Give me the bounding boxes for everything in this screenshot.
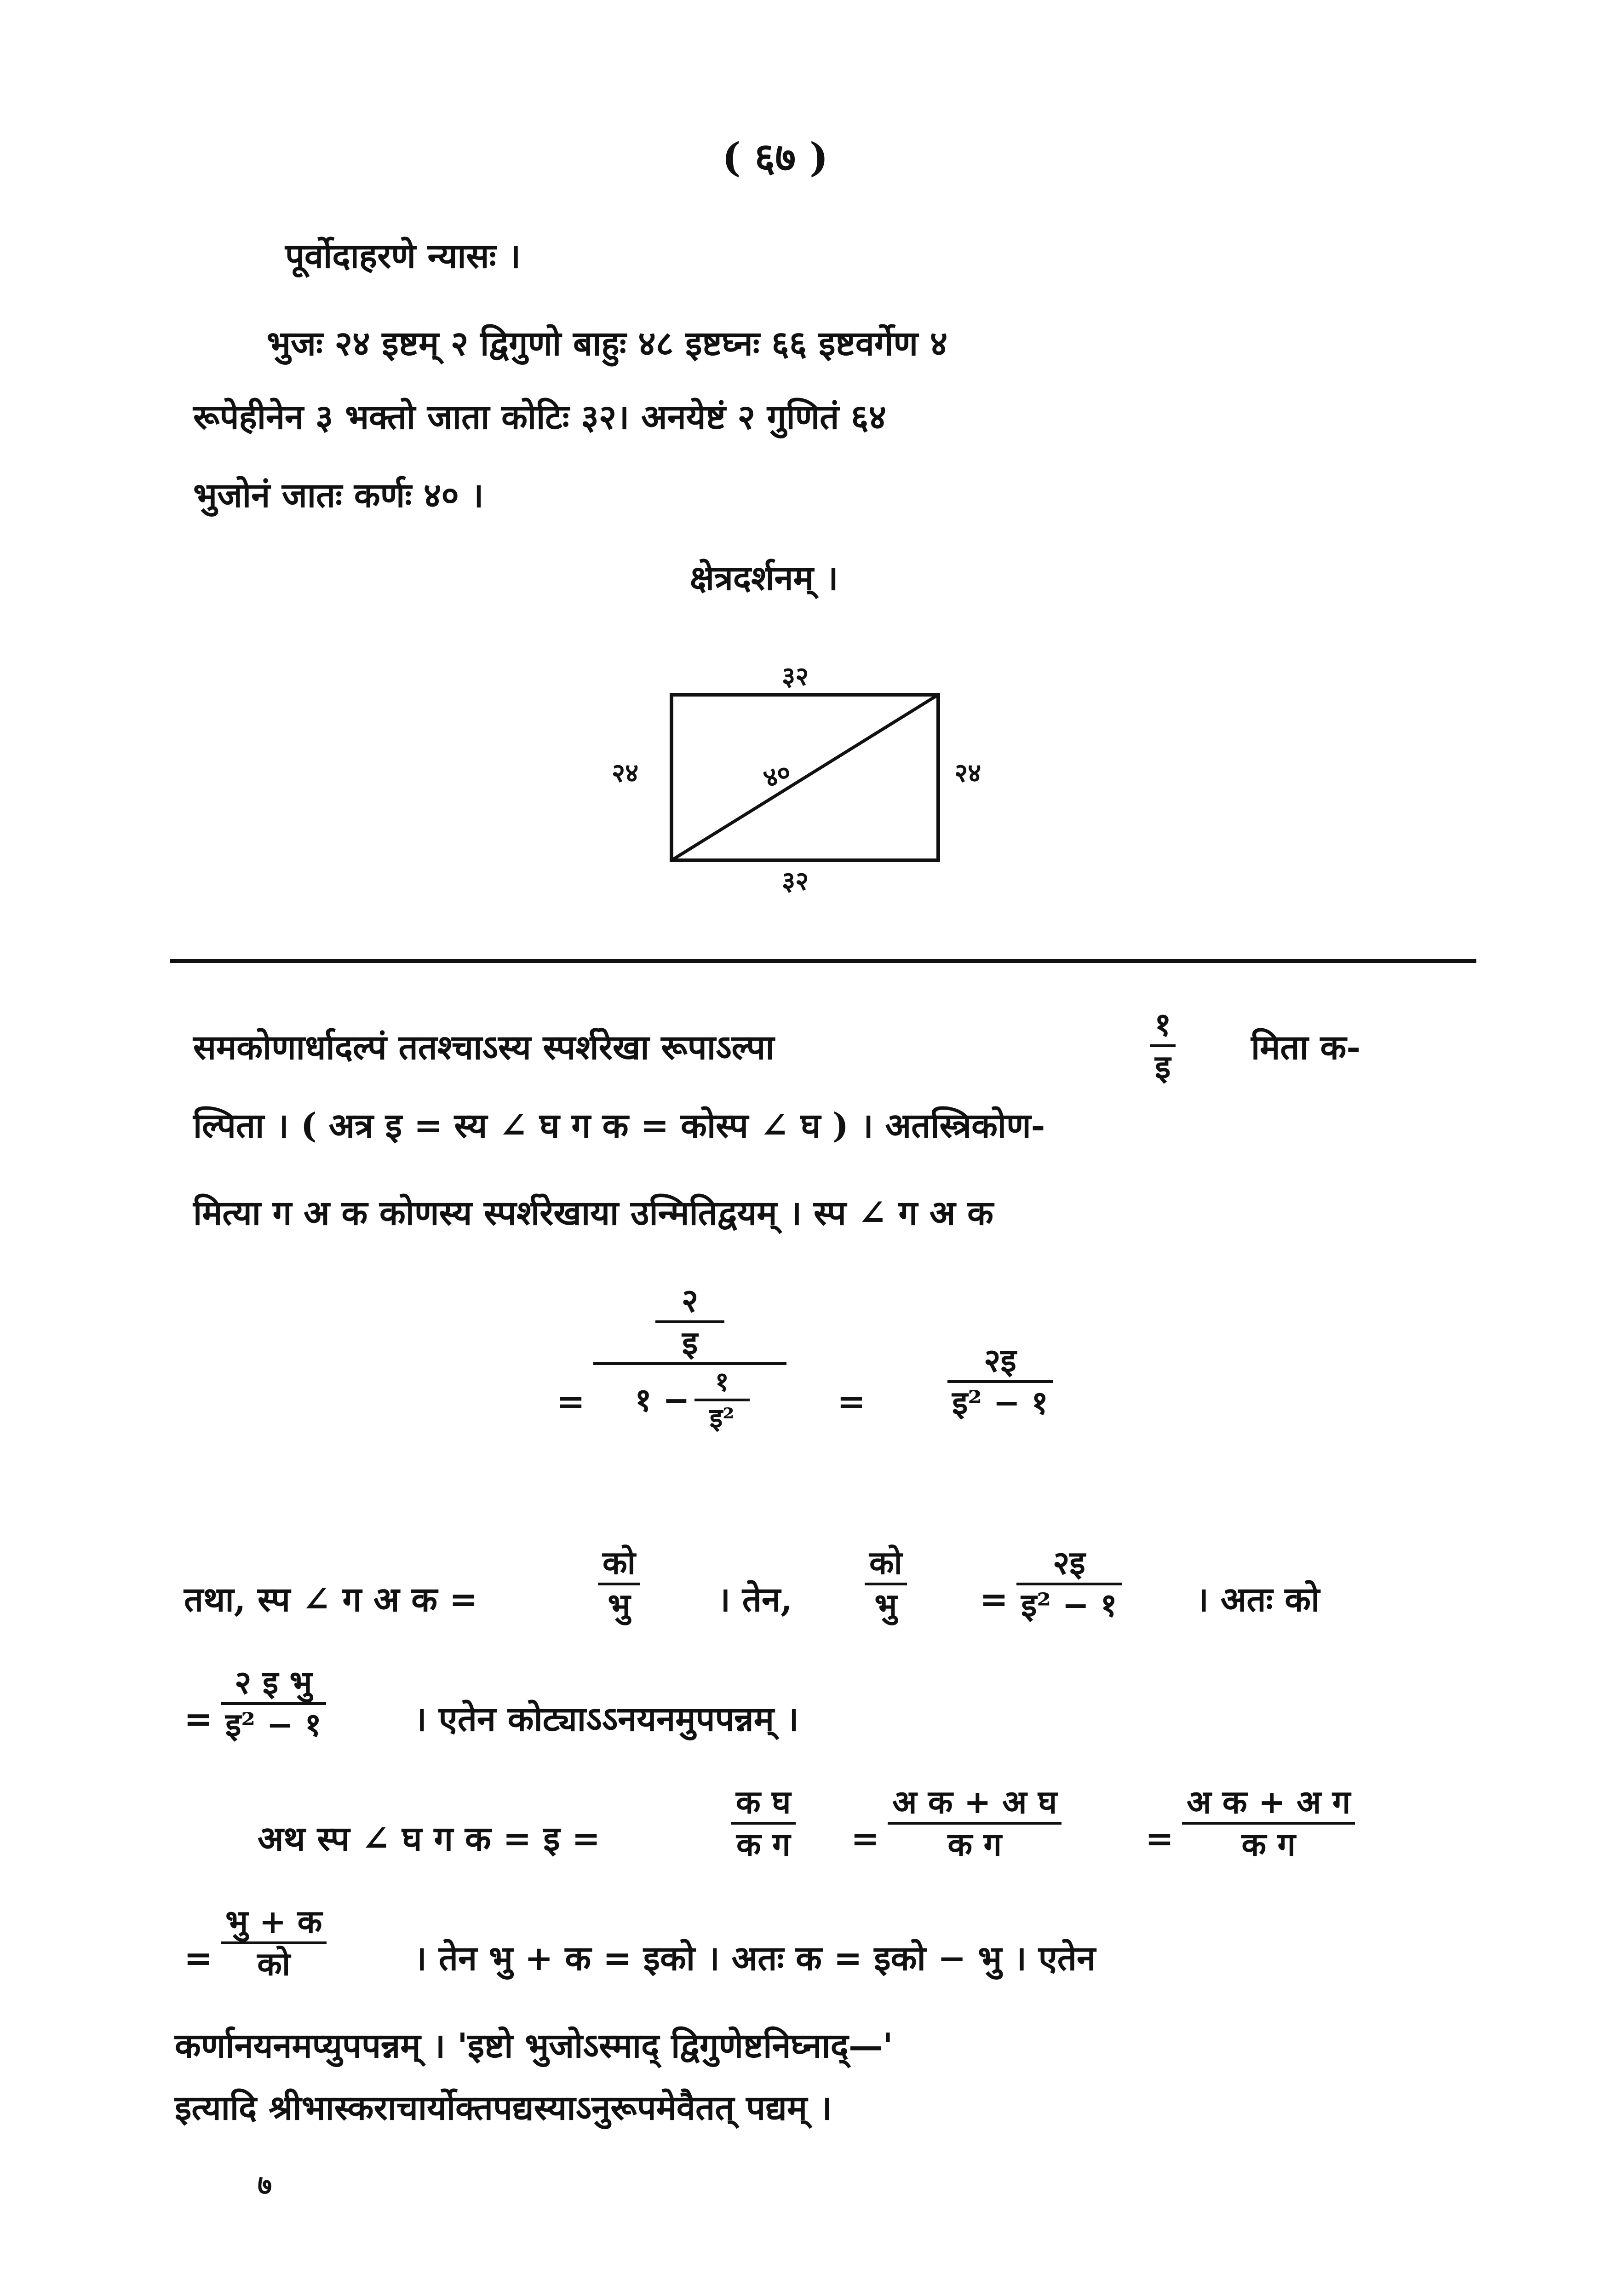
text-line-3: भुजोनं जातः कर्णः ४० । [193, 476, 484, 515]
ko-eq: = [184, 1699, 213, 1739]
ko-bar [221, 1702, 326, 1705]
figure-title: क्षेत्रदर्शनम् । [690, 559, 838, 598]
f1-den: भु [608, 1585, 631, 1624]
atha-frac-2 [888, 1785, 1062, 1861]
atha-f1-num: क घ [736, 1783, 791, 1821]
eq1-equals-2: = [837, 1382, 866, 1422]
text-line-1: भुजः २४ इष्टम् २ द्विगुणो बाहुः ४८ इष्टघ्नः ६६ इष्टवर्गेण ४ [267, 324, 948, 363]
bhu-eq: = [184, 1939, 213, 1978]
fraction-1-over-i [1150, 1005, 1176, 1086]
ko-over-bhu-1 [598, 1546, 640, 1622]
2i-over-i2-1 [1016, 1546, 1122, 1622]
f3-bar [1016, 1583, 1122, 1585]
rhs-num: २इ [984, 1341, 1016, 1379]
ko-fraction [221, 1663, 326, 1744]
f1-bar [598, 1583, 640, 1585]
tatha-mid: । तेन, [717, 1580, 792, 1619]
complex-fraction [593, 1281, 786, 1434]
rhs-fraction [947, 1341, 1053, 1422]
atha-f2-bar [888, 1822, 1062, 1825]
ko-text: । एतेन कोट्याऽऽनयनमुपपन्नम् । [414, 1699, 799, 1739]
f3-num: २इ [1053, 1544, 1085, 1582]
para2-line-2: ल्पिता । ( अत्र इ = स्य ∠ घ ग क = कोस्प ∠ घ ) । अतस्त्रिकोण- [193, 1106, 1045, 1146]
section-divider [170, 959, 1476, 963]
atha-eq2: = [1145, 1819, 1174, 1859]
frac-bar [1150, 1044, 1176, 1047]
rhs-den: इ² − १ [952, 1383, 1048, 1422]
atha-f3-num: अ क + अ ग [1187, 1783, 1351, 1821]
label-left: २४ [612, 758, 639, 788]
atha-lead: अथ स्प ∠ घ ग क = इ = [258, 1819, 601, 1859]
f2-bar [865, 1583, 907, 1585]
label-top: ३२ [782, 661, 809, 691]
small-bar [694, 1399, 750, 1401]
bhu-bar [221, 1941, 327, 1944]
ko-num: २ इ भु [235, 1663, 312, 1701]
intro-line: पूर्वोदाहरणे न्यासः । [285, 236, 521, 276]
ko-den: इ² − १ [225, 1705, 321, 1744]
bhu-den: को [257, 1944, 291, 1983]
atha-f3-den: क ग [1241, 1825, 1296, 1863]
atha-f2-num: अ क + अ घ [892, 1783, 1057, 1821]
frac-den: इ [1155, 1047, 1171, 1086]
tatha-lead: तथा, स्प ∠ ग अ क = [184, 1580, 478, 1619]
f3-den: इ² − १ [1021, 1585, 1117, 1624]
f2-den: भु [874, 1585, 897, 1624]
para2-line-3: मित्या ग अ क कोणस्य स्पर्शरेखाया उन्मितिद्वयम् । स्प ∠ ग अ क [193, 1193, 994, 1233]
inner-bar [655, 1320, 724, 1323]
f2-num: को [869, 1544, 902, 1582]
frac-num: १ [1154, 1005, 1171, 1043]
atha-frac-1 [731, 1785, 796, 1861]
footer-number: ७ [258, 2169, 272, 2201]
bhu-fraction [221, 1902, 327, 1983]
small-den: इ² [709, 1402, 735, 1434]
inner-den: इ [682, 1323, 698, 1362]
atha-frac-3 [1182, 1785, 1355, 1861]
last-line-1: कर्णानयनमप्युपपन्नम् । 'इष्टो भुजोऽस्माद् द्विगुणेष्टनिघ्नाद्—' [175, 2026, 893, 2066]
label-diagonal: ४० [759, 756, 795, 794]
one-minus: १ − [635, 1381, 690, 1419]
atha-eq1: = [851, 1819, 880, 1859]
f1-num: को [603, 1544, 636, 1582]
inner-num: २ [681, 1281, 699, 1319]
atha-f1-den: क ग [736, 1825, 791, 1863]
para2-line-1: समकोणार्धादल्पं ततश्चाऽस्य स्पर्शरेखा रूपाऽल्पा [193, 1028, 775, 1067]
main-bar [593, 1362, 786, 1365]
para2-line-1-end: मिता क- [1251, 1028, 1361, 1067]
rectangle-diagram [662, 685, 947, 865]
eq1-equals: = [557, 1382, 585, 1422]
last-line-2: इत्यादि श्रीभास्कराचार्योक्तपद्यस्याऽनुरूपमेवैतत् पद्यम् । [175, 2088, 832, 2128]
bhu-text: । तेन भु + क = इको । अतः क = इको − भु । एतेन [414, 1939, 1096, 1978]
tatha-eq: = [980, 1580, 1009, 1619]
rhs-bar [947, 1380, 1053, 1383]
small-num: १ [715, 1366, 729, 1397]
atha-f3-bar [1182, 1822, 1355, 1825]
atha-f2-den: क ग [947, 1825, 1002, 1863]
bhu-num: भु + क [225, 1902, 322, 1941]
text-line-2: रूपेहीनेन ३ भक्तो जाता कोटिः ३२। अनयेष्टं २ गुणितं ६४ [193, 397, 887, 437]
label-right: २४ [954, 758, 981, 788]
atha-f1-bar [731, 1822, 796, 1825]
label-bottom: ३२ [782, 866, 809, 896]
diagonal-line [671, 695, 938, 860]
tatha-end: । अतः को [1196, 1580, 1320, 1619]
ko-over-bhu-2 [865, 1546, 907, 1622]
page-number: ( ६७ ) [722, 134, 828, 181]
